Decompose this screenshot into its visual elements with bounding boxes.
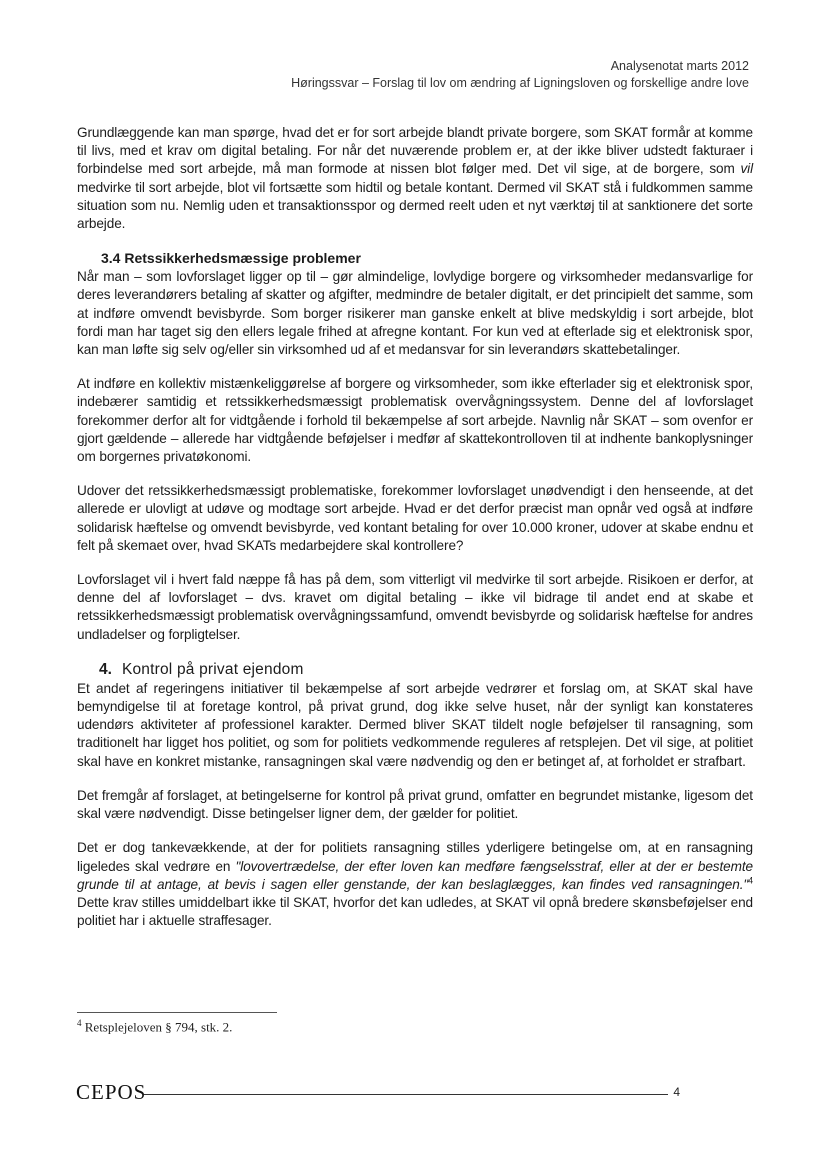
header-report-date: Analysenotat marts 2012 (610, 59, 749, 73)
section-heading-4: 4. Kontrol på privat ejendom (99, 660, 304, 678)
emphasis-vil: vil (740, 161, 753, 177)
paragraph-6: Et andet af regeringens initiativer til bekæmpelse af sort arbejde vedrører et forslag om, at SKAT skal have bemyndigelse til at foretage kontrol, på privat grund, dog ikke selve huset, når der synligt kan konstateres udendørs aktiviteter af professionel karakter. Dermed bliver SKAT tildelt nogle beføjelser til ransagning, som traditionelt har ligget hos politiet, og som for politiets vedkommende reguleres af retsplejen. Det vil sige, at politiet skal have en konkret mistanke, ransagningen skal være nødvendig og den er betinget af, at forholdet er strafbart. (77, 680, 753, 769)
page-header (291, 58, 749, 92)
paragraph-3: At indføre en kollektiv mistænkeliggørelse af borgere og virksomheder, som ikke efterlader sig et elektronisk spor, indebærer samtidig et retssikkerhedsmæssigt problematisk overvågningssystem. Denne del af lovforslaget forekommer derfor alt for vidtgående i forhold til bekæmpelse af sort arbejde. Navnlig når SKAT – som ovenfor er gjort gældende – allerede har vidtgående beføjelser i medfør af skattekontrolloven til at indhente bankoplysninger om borgernes privatøkonomi. (77, 376, 753, 465)
page-number: 4 (673, 1085, 680, 1099)
page-footer (76, 1080, 680, 1104)
cepos-logo: CEPOS (76, 1080, 147, 1104)
body-text (77, 124, 753, 930)
paragraph-1: Grundlæggende kan man spørge, hvad det er for sort arbejde blandt private borgere, som SKAT formår at komme til livs, med et krav om digital betaling. For når det nuværende problem er, at der ikke bliver udstedt fakturaer i forbindelse med sort arbejde, må man formode at nissen blot følger med. Det vil sige, at de borgere, som vil medvirke til sort arbejde, blot vil fortsætte som hidtil og betale kontant. Dermed vil SKAT stå i fuldkommen samme situation som nu. Nemlig uden et transaktionsspor og dermed reelt uden et nyt værktøj til at sanktionere det sorte arbejde. (77, 125, 753, 232)
paragraph-7: Det fremgår af forslaget, at betingelserne for kontrol på privat grund, omfatter en begrundet mistanke, ligesom det skal være nødvendigt. Disse betingelser ligner dem, der gælder for politiet. (77, 787, 753, 822)
quoted-law-text: "lovovertrædelse, der efter loven kan medføre fængselsstraf, eller at der er bestemte grunde til at antage, at bevis i sagen eller genstande, der kan beslaglægges, kan findes ved ransagningen." (77, 858, 754, 892)
footer-rule (144, 1094, 668, 1095)
section-heading-3-4: 3.4 Retssikkerhedsmæssige problemer (101, 250, 361, 267)
paragraph-2: Når man – som lovforslaget ligger op til – gør almindelige, lovlydige borgere og virksomheder medansvarlige for deres leverandørers betaling af skatter og afgifter, medmindre de betaler digitalt, er det principielt det samme, som at indføre omvendt bevisbyrde. Som borger risikerer man ganske enkelt at blive medskyldig i sort arbejde, blot fordi man har taget sig den ellers legale frihed at afregne kontant. For kun ved at efterlade sig et elektronisk spor, kan man løfte sig selv og/eller sin virksomhed ud af et medansvar for sin leverandørs skattebetalinger. (77, 269, 753, 358)
paragraph-4: Udover det retssikkerhedsmæssigt problematiske, forekommer lovforslaget unødvendigt i den henseende, at det allerede er ulovligt at udøve og modtage sort arbejde. Hvad er det derfor præcist man opnår ved også at indføre solidarisk hæftelse og omvendt bevisbyrde, ved kontant betaling for over 10.000 kroner, udover at skabe endnu et felt på skemaet over, hvad SKATs medarbejdere skal kontrollere? (77, 483, 753, 553)
paragraph-8: Det er dog tankevækkende, at der for politiets ransagning stilles yderligere betingelse om, at en ransagning ligeledes skal vedrøre en "lovovertrædelse, der efter loven kan medføre fængselsstraf, eller at der er bestemte grunde til at antage, at bevis i sagen eller genstande, der kan beslaglægges, kan findes ved ransagningen."$^4$ Dette krav stilles umiddelbart ikke til SKAT, hvorfor det kan udledes, at SKAT vil opnå bredere skønsbeføjelser end politiet har i aktuelle straffesager. (77, 840, 754, 929)
paragraph-5: Lovforslaget vil i hvert fald næppe få has på dem, som vitterligt vil medvirke til sort arbejde. Risikoen er derfor, at denne del af lovforslaget – dvs. kravet om digital betaling – ikke vil bidrage til andet end at skabe et retssikkerhedsmæssigt problematisk overvågningssamfund, omvendt bevisbyrde og solidarisk hæftelse for andres undladelser og forpligtelser. (77, 572, 753, 642)
footnote-reference[interactable]: 4 (748, 875, 753, 886)
footnote: $^4$ Retsplejeloven § 794, stk. 2. (77, 1018, 233, 1035)
header-report-title: Høringssvar – Forslag til lov om ændring af Ligningsloven og forskellige andre love (291, 76, 749, 90)
footnote-divider (77, 1012, 277, 1013)
